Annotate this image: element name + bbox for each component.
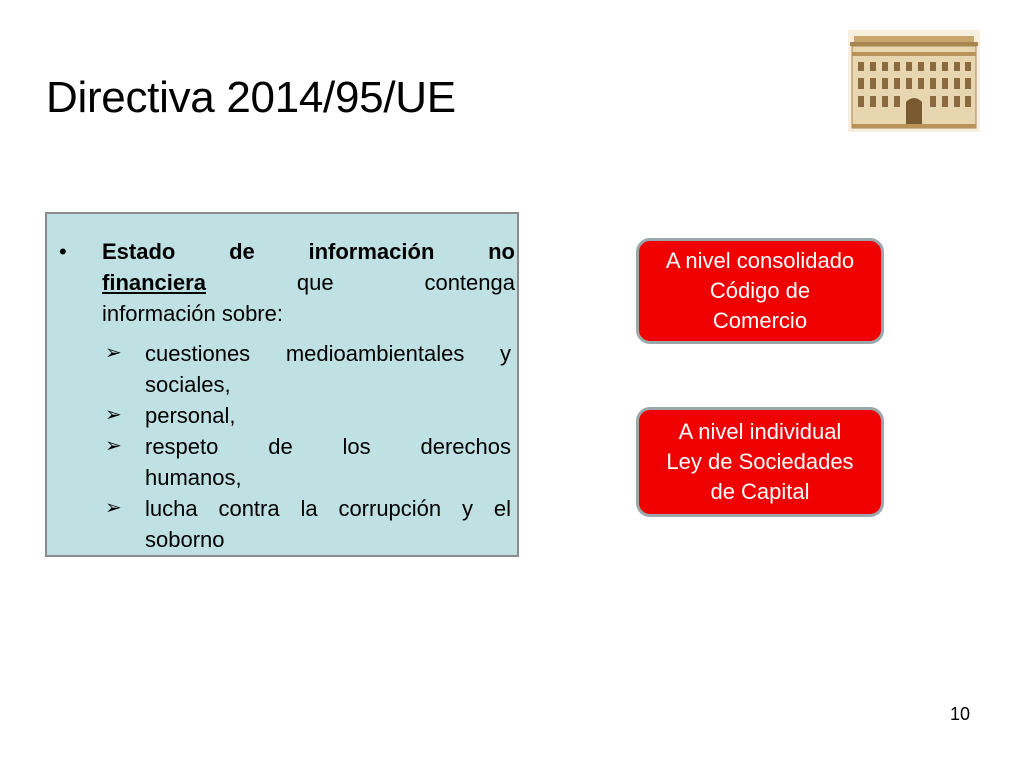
arrow-bullet-icon: ➢	[105, 404, 122, 426]
individual-line2: Ley de Sociedades	[666, 449, 854, 474]
bullet-icon: •	[59, 239, 67, 264]
building-logo-icon	[848, 30, 980, 132]
list-item-line: humanos,	[145, 465, 242, 490]
main-line2-rest: que contenga	[205, 270, 515, 295]
individual-line1: A nivel individual	[678, 419, 842, 444]
consolidated-line3: Comercio	[712, 308, 808, 333]
arrow-bullet-icon: ➢	[105, 342, 122, 364]
list-item	[99, 493, 517, 555]
list-item-line: soborno	[145, 527, 225, 552]
content-box	[45, 212, 519, 557]
list-item	[99, 338, 517, 400]
main-line2-bold: financiera	[102, 270, 206, 295]
sub-list	[99, 338, 517, 555]
arrow-bullet-icon: ➢	[105, 497, 122, 519]
list-item	[99, 431, 517, 493]
list-item-line: sociales,	[145, 372, 231, 397]
list-item-line: cuestiones medioambientales y	[145, 341, 511, 366]
list-item-line: lucha contra la corrupción y el	[145, 496, 511, 521]
consolidated-level-box	[636, 238, 884, 344]
slide-title: Directiva 2014/95/UE	[46, 73, 456, 122]
page-number: 10	[949, 704, 970, 724]
individual-line3: de Capital	[710, 479, 810, 504]
consolidated-line1: A nivel consolidado	[665, 248, 855, 273]
individual-level-box	[636, 407, 884, 517]
main-line1: Estado de información no	[102, 239, 515, 264]
main-line3: información sobre:	[102, 301, 283, 326]
arrow-bullet-icon: ➢	[105, 435, 122, 457]
list-item	[99, 400, 517, 431]
consolidated-line2: Código de	[709, 278, 811, 303]
main-bullet-text	[102, 236, 515, 329]
list-item-line: personal,	[145, 403, 236, 428]
list-item-line: respeto de los derechos	[145, 434, 511, 459]
